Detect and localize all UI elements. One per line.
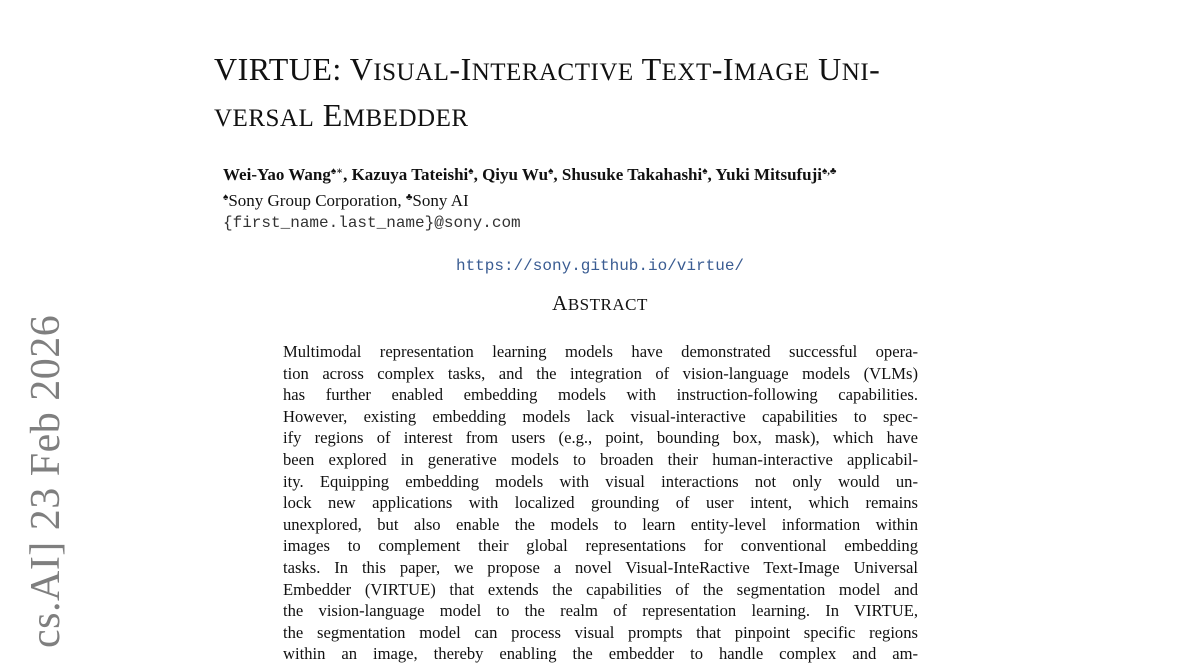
project-url-link[interactable]: https://sony.github.io/virtue/ — [455, 257, 745, 275]
abstract-line: ity. Equipping embedding models with visual interactions not only would un- — [283, 471, 918, 491]
abstract-line: has further enabled embedding models with instruction-following capabilities. — [283, 385, 918, 405]
author-list: Wei-Yao Wang♠∗, Kazuya Tateishi♠, Qiyu Wu♠, Shusuke Takahashi♠, Yuki Mitsufuji♠,♣ — [223, 165, 837, 184]
abstract-line: unexplored, but also enable the models to learn entity-level information within — [283, 514, 918, 534]
affiliations: ♠Sony Group Corporation, ♣Sony AI — [223, 191, 469, 210]
abstract-line: images to complement their global representations for conventional embedding — [283, 536, 918, 556]
abstract-line: tasks. In this paper, we propose a novel Visual-InteRactive Text-Image Universal — [283, 557, 918, 577]
title-line-2: VERSAL EMBEDDER — [214, 97, 469, 133]
abstract-heading: ABSTRACT — [552, 291, 648, 315]
author-block — [223, 160, 1023, 235]
title-line-1: VIRTUE: VISUAL-INTERACTIVE TEXT-IMAGE UNI- — [214, 51, 881, 87]
abstract-line: lock new applications with localized grounding of user intent, which remains — [283, 493, 918, 513]
abstract-line: the segmentation model can process visual prompts that pinpoint specific regions — [283, 622, 918, 642]
abstract-line: within an image, thereby enabling the embedder to handle complex and am- — [283, 644, 918, 664]
email-address: {first_name.last_name}@sony.com — [223, 214, 521, 232]
abstract-line: been explored in generative models to broaden their human-interactive applicabil- — [283, 449, 918, 469]
abstract-body — [283, 341, 918, 665]
abstract-line: Multimodal representation learning models have demonstrated successful opera- — [283, 342, 918, 361]
abstract-line: ify regions of interest from users (e.g., point, bounding box, mask), which have — [283, 428, 918, 448]
abstract-line: the vision-language model to the realm of representation learning. In VIRTUE, — [283, 601, 918, 621]
abstract-line: Embedder (VIRTUE) that extends the capabilities of the segmentation model and — [283, 579, 918, 599]
paper-title — [214, 48, 1014, 140]
arxiv-sidebar-stamp: cs.AI] 23 Feb 2026 — [23, 314, 69, 648]
abstract-line: tion across complex tasks, and the integration of vision-language models (VLMs) — [283, 363, 918, 383]
abstract-line: However, existing embedding models lack visual-interactive capabilities to spec- — [283, 406, 918, 426]
